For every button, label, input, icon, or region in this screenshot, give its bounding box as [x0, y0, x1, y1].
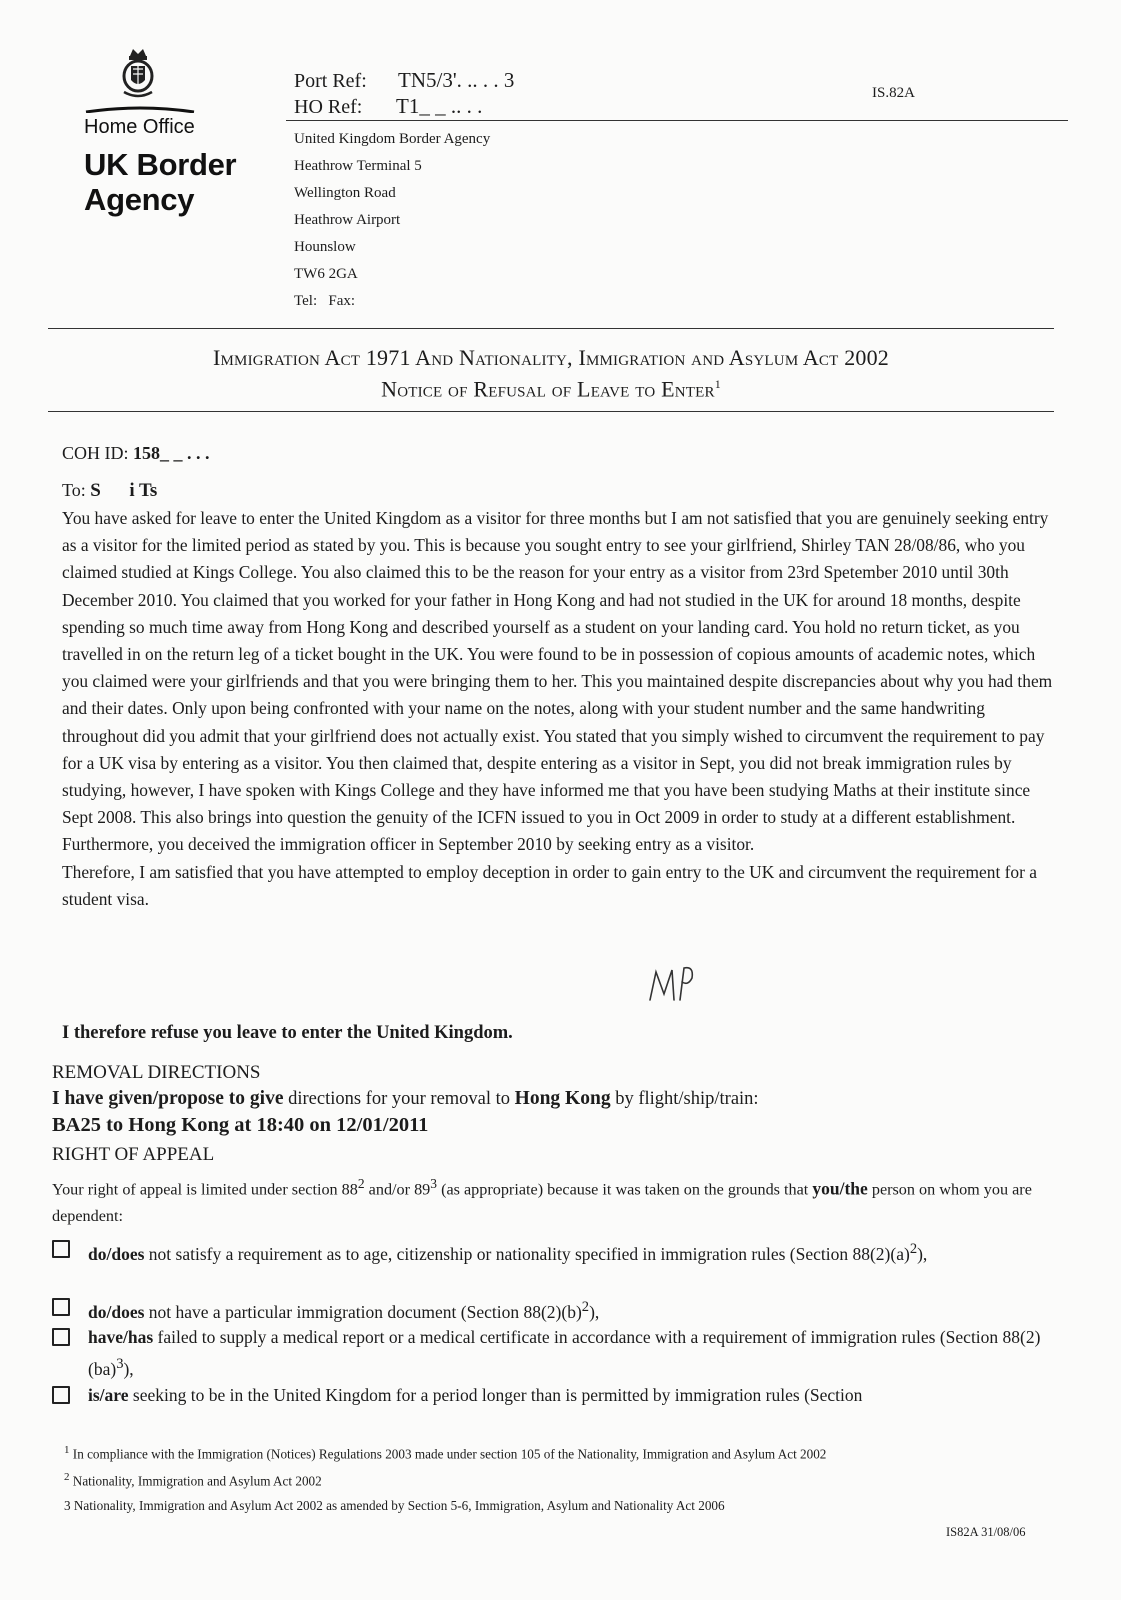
header-divider	[286, 120, 1068, 121]
option-text	[88, 1294, 1068, 1326]
title-line-2	[48, 371, 1054, 402]
option-bold: do/does	[88, 1243, 145, 1264]
footnote-number: 3	[64, 1498, 71, 1513]
address-line: Heathrow Airport	[294, 212, 401, 228]
checkbox[interactable]	[52, 1328, 70, 1346]
ho-ref-label: HO Ref:	[294, 96, 363, 118]
footnote-ref: 2	[581, 1299, 590, 1315]
reasons-paragraph: You have asked for leave to enter the United Kingdom as a visitor for three months but I am not satisfied that you are genuinely seeking entry as a visitor for the limited period as stated by you. This is because you sought entry to see your girlfriend, Shirley TAN 28/08/86, who you claimed studied at Kings College. You also claimed this to be the reason for your entry as a visitor from 23rd Spetember 2010 until 30th December 2010. You claimed that you worked for your father in Hong Kong and had not studied in the UK for around 18 months, despite spending so much time away from Hong Kong and described yourself as a student on your landing card. You hold no return ticket, as you travelled in on the return leg of a ticket bought in the UK. You were found to be in possession of copious amounts of academic notes, which you claimed were your girlfriends and that you were bringing them to her. This you maintained despite discrepancies about why you had them and their dates. Only upon being confronted with your name on the notes, along with your student number and the same handwriting throughout did you admit that your girlfriend does not actually exist. You stated that you simply wished to circumvent the requirement to pay for a UK visa by entering as a visitor. You then claimed that, despite entering as a visitor in Sept, you did not break immigration rules by studying, however, I have spoken with Kings College and they have informed me that you have been studying Maths at their institute since Sept 2008. This also brings into question the genuity of the ICFN issued to you in Oct 2009 in order to study at a different establishment. Furthermore, you deceived the immigration officer in September 2010 by seeking entry as a visitor.	[62, 508, 1053, 855]
address-line: TW6 2GA	[294, 266, 358, 282]
removal-heading: REMOVAL DIRECTIONS	[52, 1062, 261, 1083]
appeal-intro-a: Your right of appeal is limited under section 88	[52, 1180, 358, 1199]
recipient-name: S i Ts	[90, 480, 158, 501]
tel-fax-line	[294, 288, 490, 315]
footnote-ref: 2	[909, 1241, 918, 1257]
footnote-text: In compliance with the Immigration (Notices) Regulations 2003 made under section 105 of the Nationality, Immigration and Asylum Act 2002	[69, 1446, 827, 1462]
option-bold: is/are	[88, 1385, 129, 1405]
logo-arc	[84, 106, 196, 113]
option-text	[88, 1236, 1068, 1268]
ho-ref	[294, 94, 482, 119]
tel-label: Tel:	[294, 293, 318, 309]
form-code: IS.82A	[872, 85, 915, 101]
coh-value: 158_ _ . . .	[133, 443, 210, 463]
title-line-2-text: Notice of Refusal of Leave to Enter	[381, 376, 715, 402]
fax-label: Fax:	[328, 293, 356, 309]
port-ref	[294, 68, 514, 93]
option-body: not satisfy a requirement as to age, citizenship or nationality specified in immigration rules (Section 88(2)(a)	[144, 1243, 910, 1264]
directions-tail: by flight/ship/train:	[610, 1089, 759, 1109]
agency-name: UK Border Agency	[84, 147, 237, 217]
footnote-mark: 1	[714, 377, 721, 391]
footnote	[64, 1498, 725, 1514]
address-block	[294, 126, 490, 315]
option-body: failed to supply a medical report or a medical certificate in accordance with a requirement of immigration rules (Section 88(2)(ba)	[88, 1327, 1041, 1379]
ho-ref-value: T1_ _ .. . .	[396, 94, 483, 118]
refusal-reasons	[62, 505, 1056, 913]
recipient	[62, 480, 157, 502]
appeal-intro-c: (as appropriate) because it was taken on the grounds that	[437, 1180, 813, 1199]
footnote-ref: 3	[430, 1176, 438, 1191]
refusal-statement: I therefore refuse you leave to enter the United Kingdom.	[62, 1023, 513, 1043]
document-title	[48, 344, 1054, 402]
removal-directions	[52, 1088, 759, 1110]
appeal-intro	[52, 1170, 1052, 1230]
royal-crest-icon	[118, 46, 158, 100]
title-line-1: Immigration Act 1971 And Nationality, Immigration and Asylum Act 2002	[212, 345, 890, 370]
appeal-intro-d: person on whom you are dependent:	[52, 1180, 1032, 1226]
port-ref-value: TN5/3'. .. . . 3	[398, 68, 515, 92]
to-label: To:	[62, 480, 86, 500]
option-text	[88, 1324, 1068, 1383]
title-divider-bottom	[48, 411, 1054, 412]
flight-details: BA25 to Hong Kong at 18:40 on 12/01/2011	[52, 1114, 429, 1136]
address-line: Heathrow Terminal 5	[294, 158, 422, 174]
department-name: Home Office	[84, 116, 195, 138]
directions-middle: directions for your removal to	[283, 1089, 515, 1109]
address-line: Wellington Road	[294, 185, 396, 201]
title-divider-top	[48, 328, 1054, 329]
footnote-ref: 2	[357, 1176, 365, 1191]
footnote	[64, 1471, 322, 1489]
option-end: ),	[917, 1243, 928, 1264]
form-version: IS82A 31/08/06	[946, 1525, 1026, 1539]
footnote-ref: 3	[116, 1356, 124, 1372]
address-line: United Kingdom Border Agency	[294, 131, 491, 147]
appeal-heading: RIGHT OF APPEAL	[52, 1144, 215, 1165]
destination: Hong Kong	[514, 1088, 611, 1109]
option-end: ),	[589, 1301, 600, 1322]
directions-verb: I have given/propose to give	[52, 1088, 284, 1109]
port-ref-label: Port Ref:	[294, 70, 367, 92]
footnote-text: Nationality, Immigration and Asylum Act 2002 as amended by Section 5-6, Immigration, Asylum and Nationality Act 2006	[70, 1498, 725, 1513]
footnote-text: Nationality, Immigration and Asylum Act 2002	[69, 1473, 322, 1489]
footnote	[64, 1444, 826, 1462]
agency-logotype	[84, 147, 254, 217]
footnote-number: 1	[64, 1444, 70, 1456]
option-bold: do/does	[88, 1301, 145, 1322]
coh-id	[62, 443, 210, 464]
checkbox[interactable]	[52, 1298, 70, 1316]
option-text	[88, 1382, 1068, 1409]
coh-label: COH ID:	[62, 443, 129, 463]
option-body: seeking to be in the United Kingdom for a period longer than is permitted by immigration rules (Section	[128, 1385, 863, 1405]
checkbox[interactable]	[52, 1240, 70, 1258]
checkbox[interactable]	[52, 1386, 70, 1404]
appeal-intro-bold: you/the	[812, 1178, 868, 1199]
option-bold: have/has	[88, 1327, 154, 1347]
option-body: not have a particular immigration document (Section 88(2)(b)	[144, 1301, 582, 1322]
officer-initials-signature	[646, 960, 706, 1004]
footnote-number: 2	[64, 1471, 70, 1483]
option-end: ),	[123, 1358, 134, 1379]
address-line: Hounslow	[294, 239, 356, 255]
conclusion-paragraph: Therefore, I am satisfied that you have attempted to employ deception in order to gain entry to the UK and circumvent the requirement for a student visa.	[62, 861, 1037, 909]
appeal-intro-b: and/or 89	[364, 1180, 431, 1199]
